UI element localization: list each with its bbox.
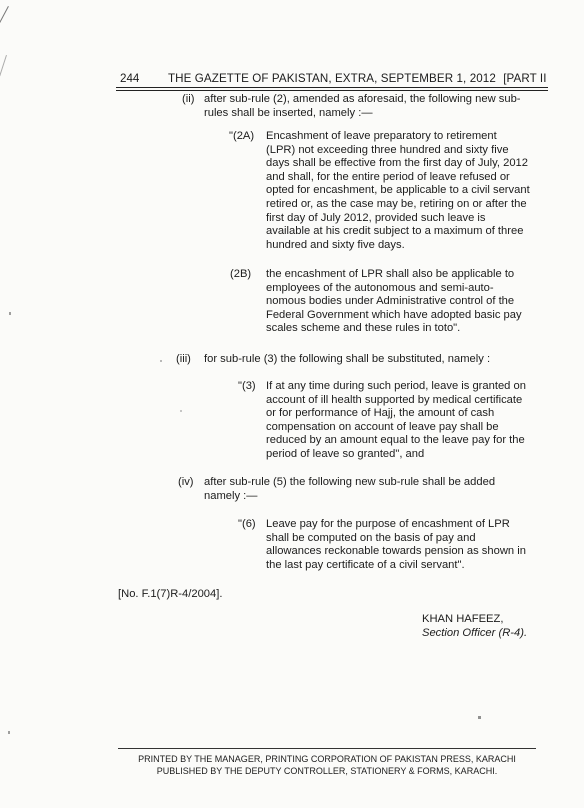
text-line: (LPR) not exceeding three hundred and sixty five — [266, 143, 509, 156]
footer-printed-by: PRINTED BY THE MANAGER, PRINTING CORPORATION OF PAKISTAN PRESS, KARACHI — [138, 754, 516, 764]
text-line: and shall, for the entire period of leave refused or — [266, 170, 510, 183]
file-reference: [No. F.1(7)R-4/2004]. — [118, 588, 223, 600]
scan-speck — [9, 312, 11, 315]
header-rule — [116, 87, 548, 88]
clause-iii-text — [204, 353, 530, 367]
text-line: employees of the autonomous and semi-auto- — [266, 281, 494, 294]
page-number: 244 — [120, 72, 140, 85]
rule-marker-6: "(6) — [238, 518, 256, 530]
text-line: Federal Government which have adopted basic pay — [266, 308, 522, 321]
gazette-title-text: THE GAZETTE OF PAKISTAN, EXTRA, SEPTEMBER 1, 2012 — [168, 72, 496, 85]
signatory-name: KHAN HAFEEZ, — [422, 613, 504, 625]
scan-artifact — [0, 55, 7, 76]
text-line: compensation on account of leave pay shall be — [266, 420, 499, 433]
text-line: If at any time during such period, leave is granted on — [266, 380, 526, 392]
rule-6-text — [266, 518, 530, 572]
text-line: the last pay certificate of a civil servant". — [266, 558, 465, 571]
scan-speck — [478, 716, 481, 719]
rule-marker-3: "(3) — [238, 380, 256, 392]
text-line: hundred and sixty five days. — [266, 238, 405, 251]
text-line: allowances reckonable towards pension as shown in — [266, 545, 526, 558]
text-line: Encashment of leave preparatory to retirement — [266, 130, 497, 142]
rule-2b-text — [266, 268, 530, 336]
text-line: for sub-rule (3) the following shall be substituted, namely : — [204, 353, 491, 365]
footer-published-by: PUBLISHED BY THE DEPUTY CONTROLLER, STATIONERY & FORMS, KARACHI. — [156, 766, 498, 776]
gazette-part: [PART II — [503, 72, 547, 85]
rule-marker-2b: (2B) — [230, 268, 252, 280]
rule-3-text — [266, 380, 530, 462]
text-line: shall be computed on the basis of pay and — [266, 531, 476, 544]
text-line: rules shall be inserted, namely :— — [204, 106, 373, 119]
text-line: retired or, as the case may be, retiring on or after the — [266, 197, 527, 210]
header-rule-thin — [116, 90, 548, 91]
rule-marker-2a: "(2A) — [229, 130, 255, 142]
scan-speck — [160, 360, 162, 362]
clause-marker-ii: (ii) — [182, 93, 195, 105]
rule-2a-text — [266, 130, 530, 252]
text-line: or for performance of Hajj, the amount of cash — [266, 407, 495, 420]
text-line: account of ill health supported by medical certificate — [266, 393, 523, 406]
text-line: Leave pay for the purpose of encashment of LPR — [266, 518, 510, 530]
text-line: after sub-rule (5) the following new sub-rule shall be added — [204, 476, 496, 488]
gazette-title — [168, 72, 547, 85]
page-header — [116, 68, 548, 88]
signature-block — [422, 612, 527, 640]
text-line: namely :— — [204, 489, 258, 502]
clause-ii-text — [204, 93, 530, 120]
text-line: period of leave so granted", and — [266, 447, 425, 460]
scan-artifact — [0, 6, 9, 42]
scan-speck — [180, 410, 182, 412]
clause-marker-iii: (iii) — [176, 353, 191, 365]
text-line: nomous bodies under Administrative control of the — [266, 295, 515, 308]
clause-marker-iv: (iv) — [178, 476, 194, 488]
text-line: the encashment of LPR shall also be applicable to — [266, 268, 515, 280]
text-line: days shall be effective from the first day of July, 2012 — [266, 157, 529, 170]
text-line: scales scheme and these rules in toto". — [266, 322, 461, 335]
text-line: reduced by an amount equal to the leave pay for the — [266, 434, 525, 447]
text-line: first day of July 2012, provided such leave is — [266, 211, 486, 224]
signatory-designation: Section Officer (R-4). — [422, 627, 528, 639]
text-line: opted for encashment, be applicable to a civil servant — [266, 184, 530, 197]
footer-rule — [118, 748, 536, 749]
clause-iv-text — [204, 476, 530, 503]
text-line: after sub-rule (2), amended as aforesaid, the following new sub- — [204, 93, 521, 105]
printer-footer — [118, 748, 536, 792]
scan-speck — [8, 731, 10, 734]
text-line: available at his credit subject to a maximum of three — [266, 225, 524, 238]
